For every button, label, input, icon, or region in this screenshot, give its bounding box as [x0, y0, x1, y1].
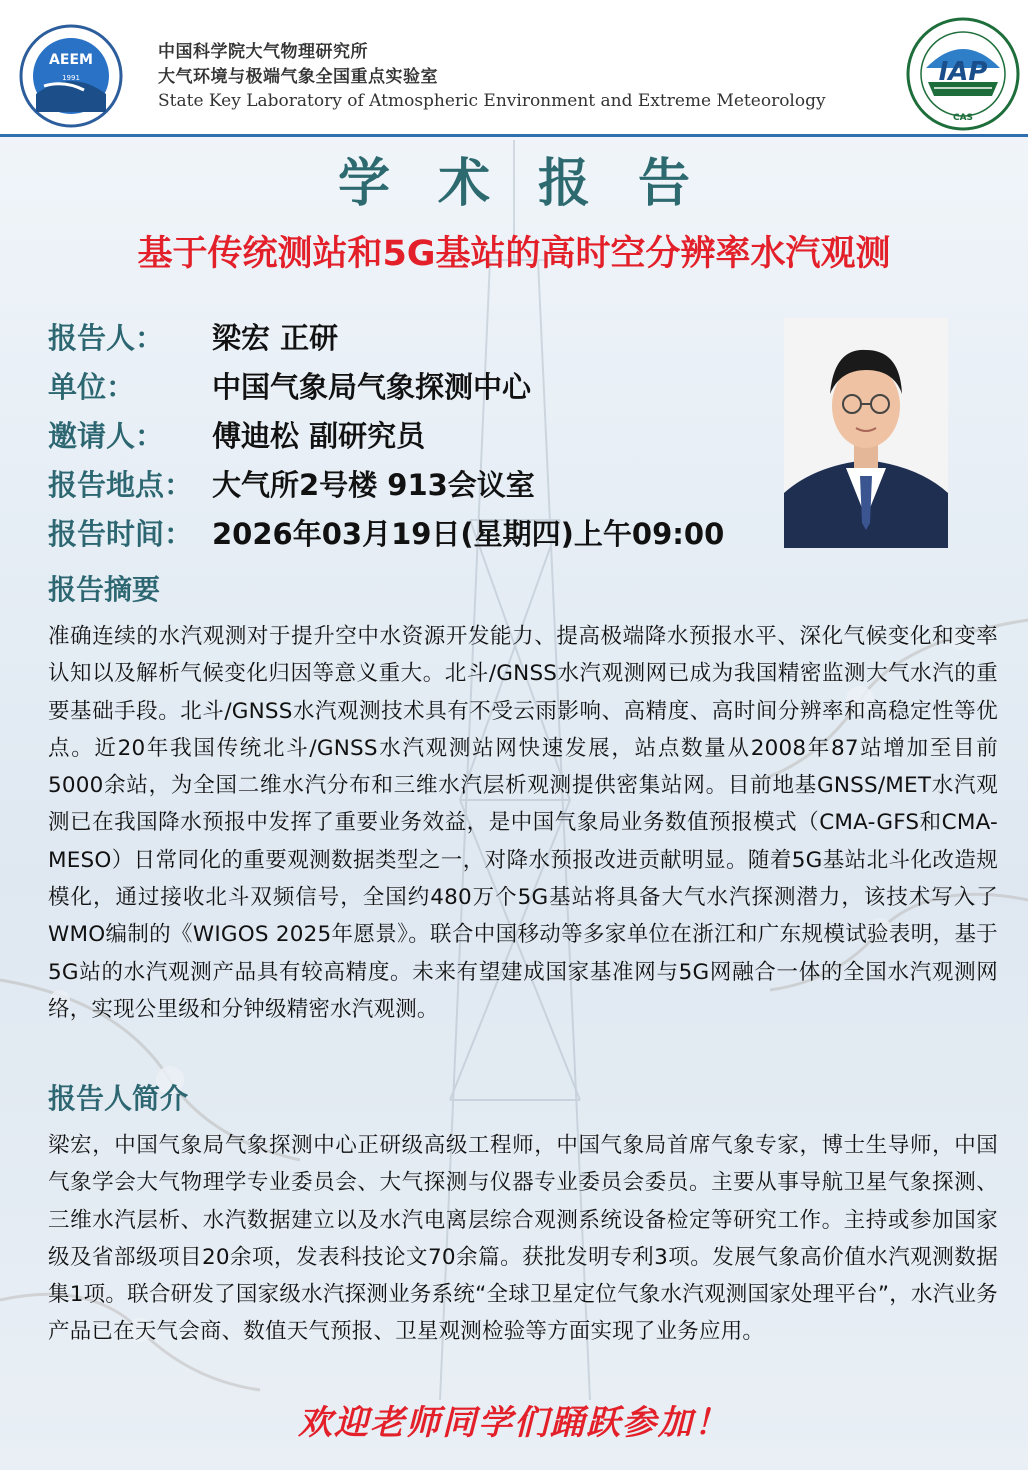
- iap-logo-text: IAP: [938, 57, 988, 87]
- abstract-text: 准确连续的水汽观测对于提升空中水资源开发能力、提高极端降水预报水平、深化气候变化和变率认知以及解析气候变化归因等意义重大。北斗/GNSS水汽观测网已成为我国精密监测大气水汽的重要基础手段。北斗/GNSS水汽观测技术具有不受云雨影响、高精度、高时间分辨率和高稳定性等优点。近20年我国传统北斗/GNSS水汽观测站网快速发展，站点数量从2008年87站增加至目前5000余站，为全国二维水汽分布和三维水汽层析观测提供密集站网。目前地基GNSS/MET水汽观测已在我国降水预报中发挥了重要业务效益，是中国气象局业务数值预报模式（CMA-GFS和CMA-MESO）日常同化的重要观测数据类型之一，对降水预报改进贡献明显。随着5G基站北斗化改造规模化，通过接收北斗双频信号，全国约480万个5G基站将具备大气水汽探测潜力，该技术写入了WMO编制的《WIGOS 2025年愿景》。联合中国移动等多家单位在浙江和广东规模试验表明，基于5G站的水汽观测产品具有较高精度。未来有望建成国家基准网与5G网融合一体的全国水汽观测网络，实现公里级和分钟级精密水汽观测。: [48, 624, 998, 1022]
- info-row-affiliation: [48, 363, 724, 412]
- aeem-logo-year: 1991: [62, 74, 80, 82]
- header-lab-en: State Key Laboratory of Atmospheric Environment and Extreme Meteorology: [158, 91, 826, 111]
- info-row-speaker: [48, 314, 724, 363]
- info-label: 报告地点：: [48, 468, 194, 502]
- talk-title: 基于传统测站和5G基站的高时空分辨率水汽观测: [137, 234, 891, 274]
- aeem-logo-text: AEEM: [49, 52, 93, 68]
- info-value: 2026年03月19日(星期四)上午09:00: [212, 517, 725, 551]
- info-value: 梁宏 正研: [212, 321, 339, 355]
- info-label: 报告时间：: [48, 517, 194, 551]
- header-lab-cn: 大气环境与极端气象全国重点实验室: [158, 67, 438, 87]
- info-label: 单位：: [48, 370, 136, 404]
- info-row-time: [48, 510, 724, 559]
- talk-info-list: [48, 314, 724, 559]
- info-row-host: [48, 412, 724, 461]
- welcome-slogan: 欢迎老师同学们踊跃参加！: [298, 1403, 730, 1443]
- info-value: 大气所2号楼 913会议室: [212, 468, 535, 502]
- abstract-heading: 报告摘要: [48, 573, 161, 606]
- iap-logo-cas: CAS: [952, 113, 974, 123]
- speaker-photo: [784, 318, 948, 548]
- info-value: 中国气象局气象探测中心: [212, 370, 532, 404]
- header-org-cn: 中国科学院大气物理研究所: [158, 42, 368, 62]
- info-row-location: [48, 461, 724, 510]
- bio-heading: 报告人简介: [48, 1082, 189, 1115]
- info-value: 傅迪松 副研究员: [212, 419, 426, 453]
- info-label: 邀请人：: [48, 419, 165, 453]
- bio-text: 梁宏，中国气象局气象探测中心正研级高级工程师，中国气象局首席气象专家，博士生导师，中国气象学会大气物理学专业委员会、大气探测与仪器专业委员会委员。主要从事导航卫星气象探测、三维水汽层析、水汽数据建立以及水汽电离层综合观测系统设备检定等研究工作。主持或参加国家级及省部级项目20余项，发表科技论文70余篇。获批发明专利3项。发展气象高价值水汽观测数据集1项。联合研发了国家级水汽探测业务系统“全球卫星定位气象水汽观测国家处理平台”，水汽业务产品已在天气会商、数值天气预报、卫星观测检验等方面实现了业务应用。: [48, 1133, 998, 1345]
- info-label: 报告人：: [48, 321, 165, 355]
- poster-title: 学术报告: [337, 153, 738, 214]
